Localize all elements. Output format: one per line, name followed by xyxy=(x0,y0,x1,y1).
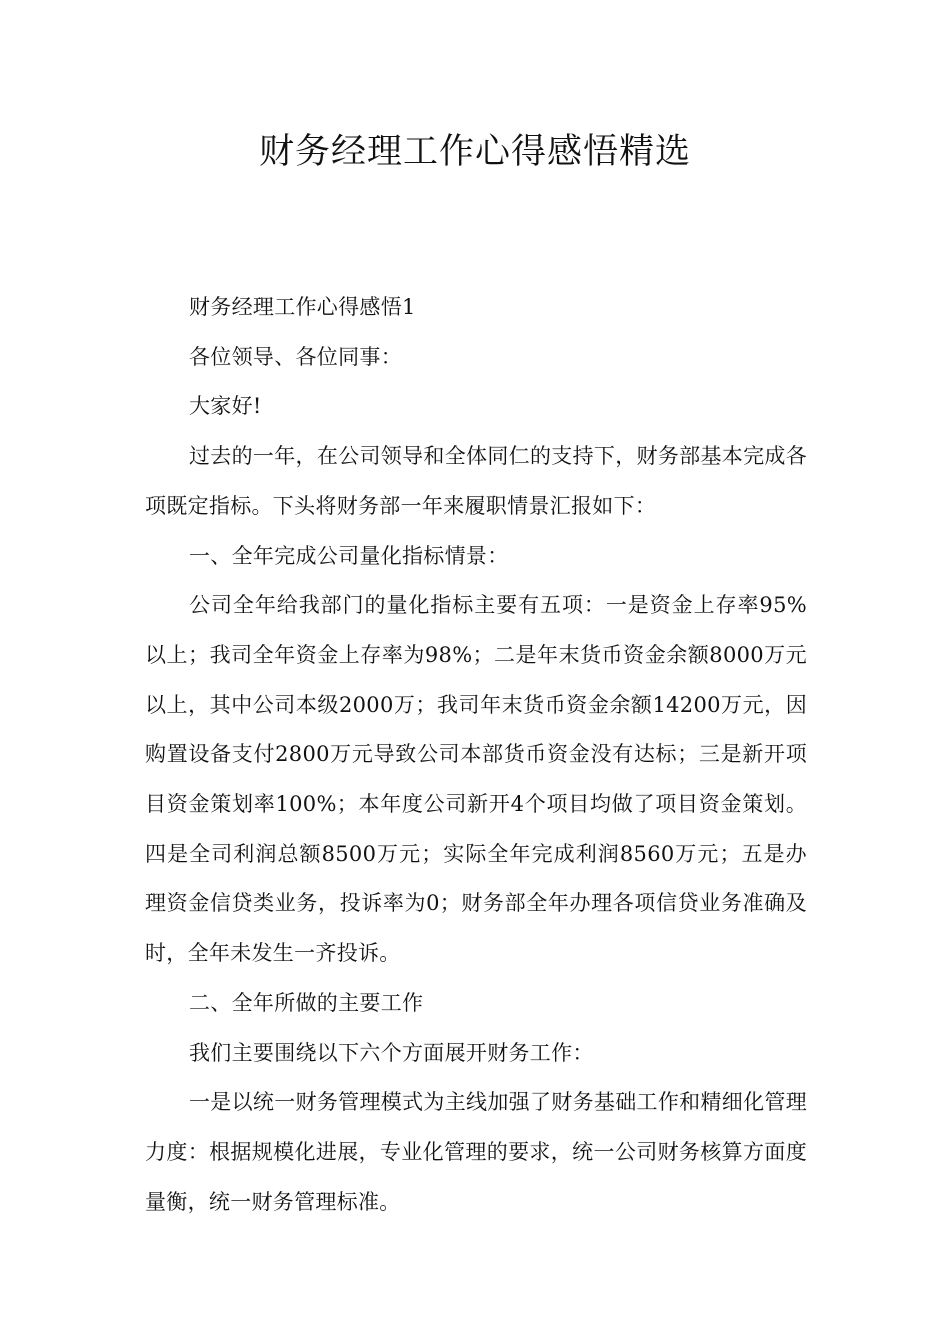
greeting: 大家好! xyxy=(189,394,262,419)
indicators-paragraph: 公司全年给我部门的量化指标主要有五项：一是资金上存率95%以上；我司全年资金上存率为98%；二是年末货币资金余额8000万元以上，其中公司本级2000万；我司年末货币资金余额14200万元，因购置设备支付2800万元导致公司本部货币资金没有达标；三是新开项目资金策划率100%；本年度公司新开4个项目均做了项目资金策划。四是全司利润总额8500万元；实际全年完成利润8560万元；五是办理资金信贷类业务，投诉率为0；财务部全年办理各项信贷业务准确及时，全年未发生一齐投诉。 xyxy=(145,593,807,966)
intro-paragraph: 过去的一年，在公司领导和全体同仁的支持下，财务部基本完成各项既定指标。下头将财务部一年来履职情景汇报如下： xyxy=(145,444,807,518)
section-heading-1: 财务经理工作心得感悟1 xyxy=(189,295,416,319)
main-work-intro: 我们主要围绕以下六个方面展开财务工作： xyxy=(189,1040,594,1065)
section-heading-indicators: 一、全年完成公司量化指标情景： xyxy=(189,543,509,568)
work-item-paragraph: 一是以统一财务管理模式为主线加强了财务基础工作和精细化管理力度：根据规模化进展，专业化管理的要求，统一公司财务核算方面度量衡，统一财务管理标准。 xyxy=(145,1090,807,1214)
document-body xyxy=(145,283,807,1227)
document-title: 财务经理工作心得感悟精选 xyxy=(258,132,691,172)
section-heading-main-work: 二、全年所做的主要工作 xyxy=(189,990,424,1015)
salutation: 各位领导、各位同事： xyxy=(189,344,402,369)
